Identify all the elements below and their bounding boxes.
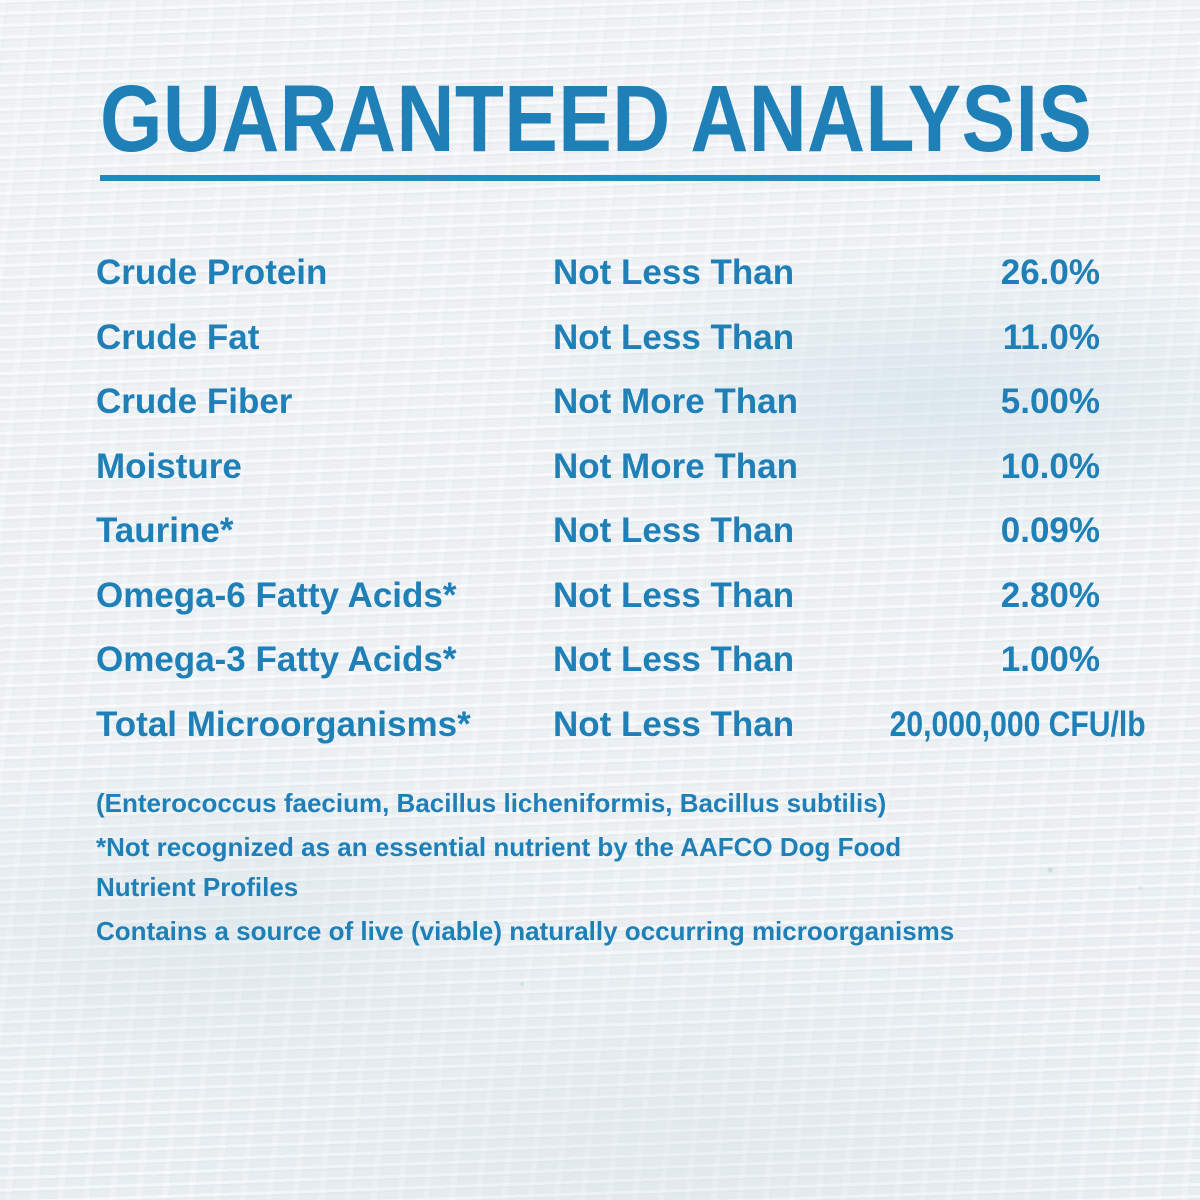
- table-row: [96, 370, 1100, 435]
- qualifier: Not Less Than: [553, 640, 795, 679]
- aafco-note: *Not recognized as an essential nutrient by the AAFCO Dog Food Nutrient Profiles: [96, 832, 902, 902]
- table-row: [96, 306, 1100, 371]
- table-row: [96, 693, 1146, 758]
- qualifier: Not Less Than: [553, 317, 795, 357]
- page-title: GUARANTEED ANALYSIS: [100, 66, 1093, 172]
- nutrient-value: [848, 693, 1146, 758]
- qualifier: Not More Than: [553, 382, 798, 421]
- nutrient-name: Omega-3 Fatty Acids*: [96, 640, 457, 679]
- nutrient-name: Taurine*: [96, 511, 234, 550]
- table-row: [96, 499, 1100, 564]
- qualifier: Not Less Than: [553, 575, 795, 615]
- nutrient-name: Crude Protein: [96, 253, 328, 292]
- nutrient-value: 26.0%: [1000, 253, 1100, 292]
- nutrient-name: Crude Fat: [96, 317, 260, 357]
- title-underline: [100, 175, 1100, 181]
- footnotes: [96, 783, 1100, 951]
- qualifier: Not Less Than: [553, 253, 795, 292]
- nutrient-name: Crude Fiber: [96, 382, 293, 421]
- cfu-value: 20,000,000 CFU/lb: [889, 704, 1146, 744]
- table-row: [96, 564, 1100, 629]
- nutrient-name: Omega-6 Fatty Acids*: [96, 575, 457, 615]
- nutrient-value: 5.00%: [1000, 382, 1100, 421]
- nutrient-value: 0.09%: [1000, 511, 1100, 550]
- live-microorganisms-note: Contains a source of live (viable) naturally occurring microorganisms: [96, 916, 955, 946]
- nutrient-value: 11.0%: [1002, 317, 1100, 357]
- nutrient-name: Moisture: [96, 446, 242, 486]
- nutrient-value: 10.0%: [1000, 446, 1100, 486]
- nutrient-name: Total Microorganisms*: [96, 704, 471, 744]
- qualifier: Not Less Than: [553, 704, 795, 744]
- table-row: [96, 241, 1100, 306]
- nutrient-value: 2.80%: [1000, 575, 1100, 615]
- table-row: [96, 435, 1100, 500]
- qualifier: Not Less Than: [553, 511, 795, 550]
- analysis-table: [96, 241, 1146, 757]
- microorganism-species-note: (Enterococcus faecium, Bacillus licheniformis, Bacillus subtilis): [96, 788, 887, 818]
- qualifier: Not More Than: [553, 446, 798, 486]
- table-row: [96, 628, 1100, 693]
- nutrient-value: 1.00%: [1000, 640, 1100, 679]
